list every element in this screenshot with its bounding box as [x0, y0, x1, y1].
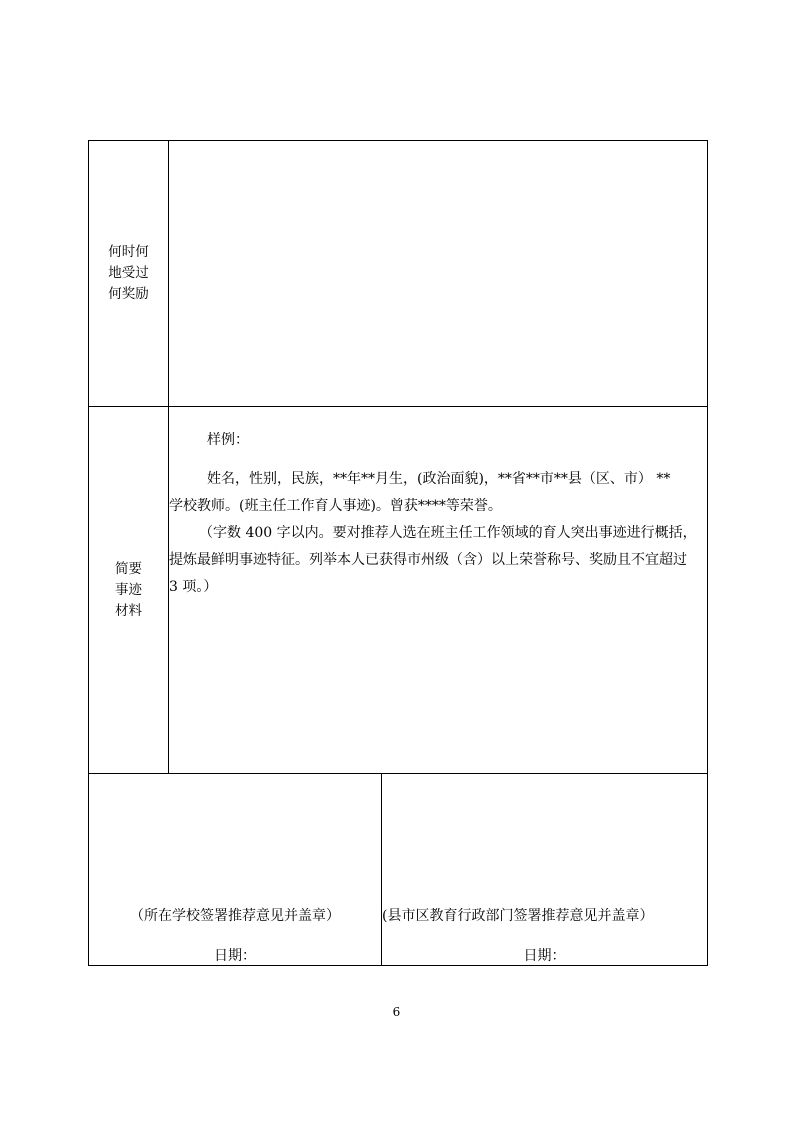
deeds-label-line: 事迹: [115, 581, 142, 598]
signature-row: [89, 774, 708, 966]
awards-label-cell: [89, 141, 169, 407]
school-signature-text: （所在学校签署推荐意见并盖章）: [130, 908, 340, 924]
deeds-label-line: 材料: [115, 602, 142, 619]
awards-label-line: 何时何: [108, 244, 149, 260]
page-number: 6: [392, 1005, 401, 1019]
note-line: 3 项。）: [169, 579, 218, 595]
county-date-label: 日期：: [523, 948, 566, 964]
note-line: （字数 400 字以内。要对推荐人选在班主任工作领域的育人突出事迹进行概括，: [199, 525, 697, 541]
awards-label-line: 地受过: [108, 265, 149, 281]
deeds-row: [89, 407, 708, 774]
school-signature-cell[interactable]: [89, 774, 382, 966]
sample-line: 姓名，性别，民族，**年**月生，(政治面貌)，**省**市**县（区、市） **: [207, 471, 671, 487]
awards-content-cell[interactable]: [169, 141, 708, 407]
county-signature-cell[interactable]: [382, 774, 708, 966]
school-date-label: 日期：: [214, 948, 256, 964]
awards-row: [89, 141, 708, 407]
awards-label-line: 何奖励: [108, 286, 149, 302]
deeds-label-cell: [89, 407, 169, 774]
sample-content: [169, 407, 707, 601]
recommendation-form-table: [88, 140, 708, 966]
note-line: 提炼最鲜明事迹特征。列举本人已获得市州级（含）以上荣誉称号、奖励且不宜超过: [169, 552, 687, 568]
sample-line: 学校教师。(班主任工作育人事迹)。曾获****等荣誉。: [169, 498, 502, 514]
county-signature-text: (县市区教育行政部门签署推荐意见并盖章）: [382, 908, 654, 924]
deeds-content-cell[interactable]: [169, 407, 708, 774]
sample-heading: 样例：: [207, 432, 249, 448]
deeds-label-line: 简要: [115, 560, 142, 577]
